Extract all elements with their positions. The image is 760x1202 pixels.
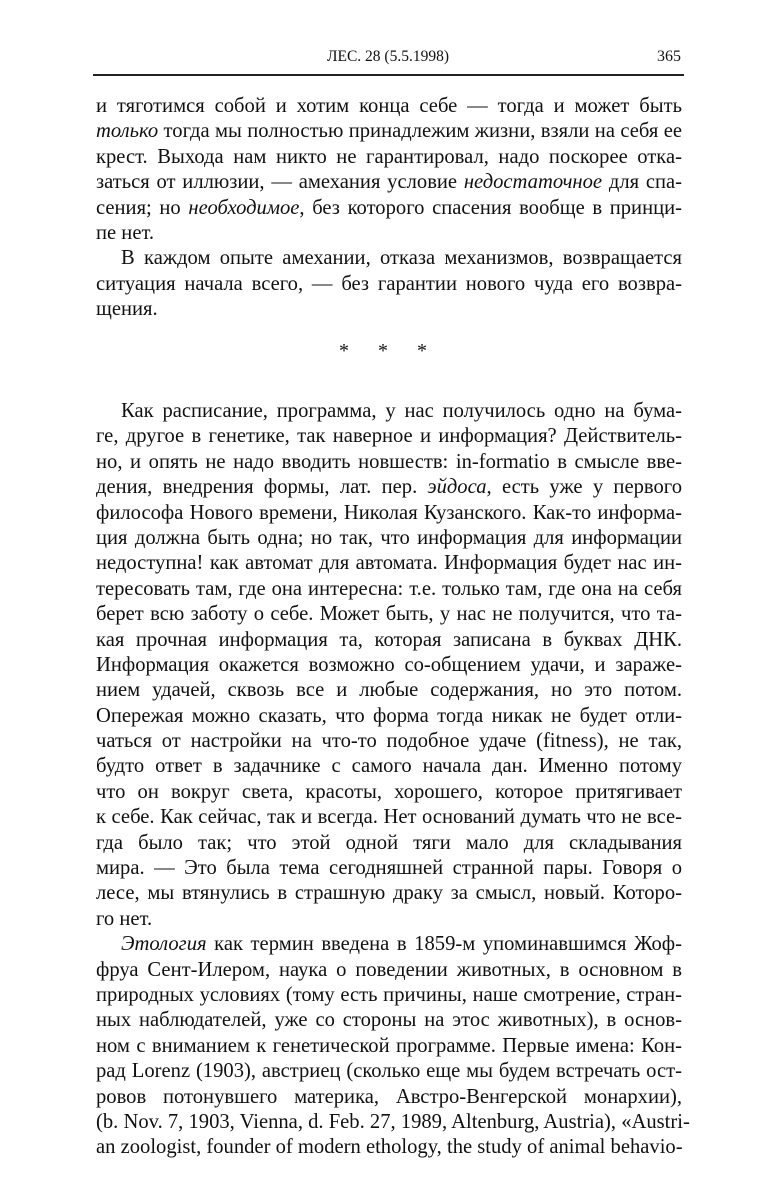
text-run: Опережая можно сказать, что форма тогда никак не будет отли- <box>96 704 682 727</box>
text-run: будто ответ в задачнике с самого начала дан. Именно потому <box>96 755 682 778</box>
text-run: мира. — Это была тема сегодняшней странной пары. Говоря о <box>96 857 682 880</box>
text-run: и тяготимся собой и хотим конца себе — тогда и может быть <box>96 95 682 117</box>
italic-text: эйдоса <box>427 476 487 499</box>
text-run: го нет. <box>96 907 153 930</box>
text-line <box>96 272 682 297</box>
section-break: * * * <box>339 340 439 362</box>
text-line <box>96 450 682 475</box>
text-run: дения, внедрения формы, лат. пер. <box>96 476 428 499</box>
text-line <box>96 958 682 983</box>
text-line <box>96 628 682 653</box>
text-run: ном с вниманием к генетической программе. Первые имена: Кон- <box>96 1034 682 1057</box>
text-line <box>96 1034 682 1059</box>
text-line <box>96 653 682 678</box>
text-line <box>96 119 682 144</box>
italic-text: необходимое <box>188 196 300 219</box>
text-run: щения. <box>96 298 158 321</box>
text-run: пе нет. <box>96 221 155 244</box>
paragraph <box>96 399 682 932</box>
text-run: Как расписание, программа, у нас получилось одно на бума- <box>121 400 682 422</box>
text-run: ровов потонувшего материка, Австро-Венгерской монархии), <box>96 1085 682 1108</box>
paragraph <box>96 94 682 246</box>
text-line <box>96 602 682 627</box>
text-run: рад Lorenz (1903), австриец (сколько еще мы будем встречать ост- <box>96 1060 682 1083</box>
text-line <box>96 729 682 754</box>
text-run: берет всю заботу о себе. Может быть, у нас не получится, что та- <box>96 603 682 626</box>
text-line <box>96 297 682 322</box>
text-line <box>96 475 682 500</box>
text-run: чаться от настройки на что-то подобное удаче (fitness), не так, <box>96 730 682 753</box>
text-run: крест. Выхода нам никто не гарантировал, надо поскорее отка- <box>96 145 682 168</box>
text-line <box>96 678 682 703</box>
text-line <box>96 754 682 779</box>
text-run: но, и опять не надо вводить новшеств: in-formatio в смысле вве- <box>96 450 682 473</box>
text-line <box>96 94 682 119</box>
text-run: природных условиях (тому есть причины, наше смотрение, стран- <box>96 983 682 1006</box>
text-line <box>96 1110 690 1135</box>
text-run: тогда мы полностью принадлежим жизни, взяли на себя ее <box>158 120 682 143</box>
text-run: что он вокруг света, красоты, хорошего, которое притягивает <box>96 780 682 803</box>
text-line <box>96 932 682 957</box>
text-run: заться от иллюзии, — амехания условие <box>96 171 464 194</box>
text-run: ге, другое в генетике, так наверное и информация? Действитель- <box>96 425 682 448</box>
text-line <box>96 704 682 729</box>
text-run: для спа- <box>602 171 682 194</box>
text-line <box>96 170 682 195</box>
text-run: как термин введена в 1859-м упоминавшимся Жоф- <box>206 933 682 956</box>
text-line <box>96 1059 682 1084</box>
text-block-after-break <box>96 399 690 1161</box>
header-rule <box>93 74 684 76</box>
running-header <box>93 46 683 72</box>
text-line <box>96 399 682 424</box>
text-run: нием удачей, сквозь все и любые содержания, но это потом. <box>96 679 682 702</box>
text-line <box>96 805 682 830</box>
text-line <box>96 831 682 856</box>
italic-text: недостаточное <box>463 171 603 194</box>
text-run: философа Нового времени, Николая Кузанского. Как-то информа- <box>96 501 682 524</box>
text-run: В каждом опыте амехании, отказа механизмов, возвращается <box>121 247 682 270</box>
text-run: (b. Nov. 7, 1903, Vienna, d. Feb. 27, 1989, Altenburg, Austria), «Austri- <box>96 1110 690 1133</box>
text-line <box>96 196 682 221</box>
text-run: Информация окажется возможно со-общением удачи, и зараже- <box>96 653 682 676</box>
text-line <box>96 1008 682 1033</box>
text-line <box>96 221 682 246</box>
text-run: ция должна быть одна; но так, что информация для информации <box>96 526 682 549</box>
text-run: an zoologist, founder of modern ethology, the study of animal behavio- <box>96 1136 683 1159</box>
text-line <box>96 424 682 449</box>
text-run: лесе, мы втянулись в страшную драку за смысл, новый. Которо- <box>96 882 682 905</box>
running-title: ЛЕС. 28 (5.5.1998) <box>326 48 450 65</box>
text-run: , без которого спасения вообще в принци- <box>299 196 682 219</box>
text-line <box>96 983 682 1008</box>
text-run: ситуация начала всего, — без гарантии нового чуда его возвра- <box>96 272 682 295</box>
italic-text: только <box>96 120 159 143</box>
text-run: недоступна! как автомат для автомата. Информация будет нас ин- <box>96 552 682 575</box>
text-run: гда было так; что этой одной тяги мало для складывания <box>96 831 682 854</box>
text-block-before-break <box>96 94 682 323</box>
text-run: тересовать там, где она интересна: т.е. только там, где она на себя <box>96 577 682 600</box>
page-number: 365 <box>657 48 681 65</box>
text-line <box>96 246 682 271</box>
text-run: к себе. Как сейчас, так и всегда. Нет оснований думать что не все- <box>96 806 682 829</box>
text-line <box>96 780 682 805</box>
italic-text: Этология <box>121 933 207 956</box>
text-line <box>96 145 682 170</box>
text-line <box>96 1135 682 1160</box>
text-line <box>96 526 682 551</box>
text-run: сения; но <box>96 196 189 219</box>
text-line <box>96 577 682 602</box>
text-line <box>96 856 682 881</box>
text-run: , есть уже у первого <box>486 476 682 499</box>
text-line <box>96 551 682 576</box>
text-line <box>96 1085 682 1110</box>
paragraph <box>96 246 682 322</box>
text-run: ных наблюдателей, уже со стороны на этос животных), в основ- <box>96 1009 682 1032</box>
text-line <box>96 881 682 906</box>
paragraph <box>96 932 690 1161</box>
text-run: кая прочная информация та, которая записана в буквах ДНК. <box>96 628 682 651</box>
text-line <box>96 907 682 932</box>
text-line <box>96 501 682 526</box>
text-run: фруа Сент-Илером, наука о поведении животных, в основном в <box>96 958 682 981</box>
